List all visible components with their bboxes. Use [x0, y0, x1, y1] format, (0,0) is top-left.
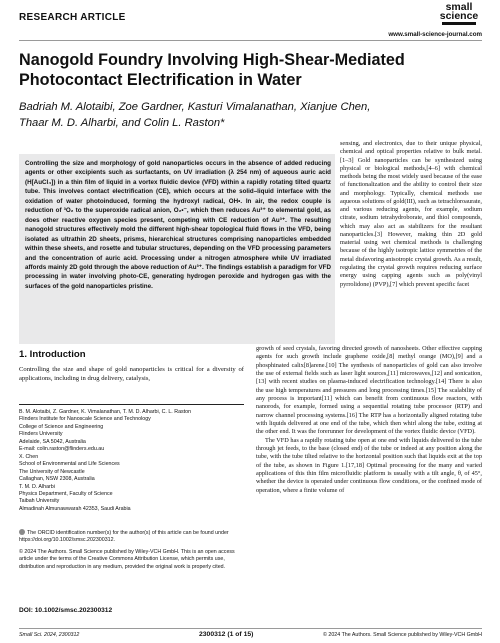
body-paragraph-1: growth of seed crystals, favoring directed growth of nanosheets. Other effective capping agents for such growth include graphene oxide,[8] methyl orange (MO),[9] and a phosphinated calix[8]arene.[10] The synthesis of nanoparticles of gold can also involve the use of external fields such as laser light sources,[11] microwaves,[12] and sonication,[13] with recent studies on plasma-induced electrification technology.[14] There is also the use high temperatures and pressures and long processing times.[15] The scalability of any process is important[11] which can benefit from continuous flow reactors, with nanorods, for example, formed using a sequential rotating tube processor (RTP) and narrow channel processing systems.[16] The RTP has a horizontally aligned rotating tube with liquids delivered at one end of the tube, which then whirl along the tube, exiting at the other end. It was the forerunner for development of the vortex fluidic device (VFD).	[256, 345, 482, 436]
author-line-2: Thaar M. D. Alharbi, and Colin L. Raston*	[19, 117, 225, 129]
orcid-note-text: The ORCID identification number(s) for the author(s) of this article can be found under https://doi.org/10.1002/smsc.202300312.	[19, 530, 229, 544]
affiliation-line: B. M. Alotaibi, Z. Gardner, K. Vimalanathan, T. M. D. Alharbi, C. L. Raston	[19, 409, 192, 415]
footer-page-number: 2300312 (1 of 15)	[199, 631, 254, 638]
logo-word-science: science	[439, 10, 479, 22]
affiliation-divider	[19, 404, 244, 405]
abstract-box	[19, 154, 335, 344]
footer-divider	[19, 628, 482, 629]
affiliation-line: College of Science and Engineering	[19, 423, 104, 430]
section-heading-introduction: 1. Introduction	[19, 349, 86, 360]
affiliation-line: Flinders Institute for Nanoscale Science and Technology	[19, 416, 151, 423]
affiliation-line: School of Environmental and Life Sciences	[19, 461, 120, 468]
author-list	[19, 99, 479, 131]
orcid-icon	[19, 529, 25, 535]
license-note: © 2024 The Authors. Small Science published by Wiley-VCH GmbH. This is an open access article under the terms of the Creative Commons Attribution License, which permits use, distribution and reproduction in any medium, provided the original work is properly cited.	[19, 549, 235, 570]
affiliation-line: T. M. D. Alharbi	[19, 483, 55, 490]
author-line-1: Badriah M. Alotaibi, Zoe Gardner, Kasturi Vimalanathan, Xianjue Chen,	[19, 101, 371, 113]
logo-word-small: small	[445, 1, 473, 13]
journal-url-link[interactable]: www.small-science-journal.com	[388, 31, 482, 38]
affiliations-block	[19, 409, 244, 513]
intro-continuation-text: sensing, and electronics, due to their unique physical, chemical and optical properties relative to bulk metal.[1–3] Gold nanoparticles can be synthesized using physical or biological methods,[4–6] with chemical methods being the most widely used because of the ease of functionalization and the ability to control their size and morphology. Typically, chemical methods use aqueous solutions of gold(III), such as tetrachloroaurate, and various reducing agents, for example, sodium citrate, sodium tetrahydroborate, and thiol compounds, which may also act as stabilizers for the resultant nanoparticles.[3] However, making thin 2D gold material using wet chemical methods is challenging because of the highly isotropic lattice symmetries of the metal disfavoring anisotropic crystal growth. As a result, regulating the crystal growth requires reducing surface energy using capping agents such as poly(vinyl pyrrolidone) (PVP),[7] which prevent specific facet	[340, 140, 482, 288]
affiliation-line: Taibah University	[19, 498, 60, 505]
logo-bar	[442, 22, 476, 25]
affiliation-line: Physics Department, Faculty of Science	[19, 490, 113, 497]
journal-logo[interactable]	[436, 3, 482, 25]
affiliation-line[interactable]: E-mail: colin.raston@flinders.edu.au	[19, 446, 105, 453]
affiliation-line: Flinders University	[19, 431, 63, 438]
header-divider	[19, 40, 482, 41]
body-paragraph-2: The VFD has a rapidly rotating tube open at one end with liquids delivered to the tube through jet feeds, to the base (closed end) of the tube or indeed at any position along the tube, with the tube tilted relative to the horizontal position such that liquids exit at the top of the tube, as shown in Figure 1.[17,18] Optimal processing for the many and varied applications of this thin film microfluidic platform is usually with a tilt angle, θ, of 45°, whether the device is operated under continuous flow conditions, or the confined mode of operation, where a finite volume of	[256, 436, 482, 494]
intro-paragraph: Controlling the size and shape of gold nanoparticles is critical for a diversity of applications, including in drug delivery, catalysis,	[19, 366, 244, 382]
affiliation-line: The University of Newcastle	[19, 468, 85, 475]
orcid-note	[19, 529, 244, 545]
affiliation-line: X. Chen	[19, 453, 39, 460]
body-column-right	[256, 345, 482, 495]
abstract-text: Controlling the size and morphology of gold nanoparticles occurs in the absence of added reducing agents or other excipients such as surfactants, on UV irradiation (λ 254 nm) of aqueous auric acid (H[AuCl₄]) in a thin film of liquid in a vortex fluidic device (VFD) within a rapidly rotating tilted quartz tube. This involves contact electrification (CE), which occurs at the solid–liquid interface with the oxidation of water photoinduced, forming the hydroxyl radical, OH•. In air, the redox couple is reduction of ³O₂ to the superoxide radical anion, O₂•⁻, which then reduces Au³⁺ to elemental gold, as does other reactive oxygen species present, competing with CE reduction of Au³⁺. The resulting nanogold structures effectively mold the different high-shear topological fluid flows in the VFD, being isolated as ultrathin 2D sheets, prisms, hierarchical structures comprising nanoparticles embedded within these sheets, and rosette and tubular structures, depending on the VFD processing parameters and the concentration of auric acid. Processing under a nitrogen atmosphere while UV irradiated affords mainly 2D gold through the above reduction of Au³⁺. The findings establish a paradigm for VFD processing in water involving photo-CE, generating hydrogen peroxide and hydrogen gas with the surfaces of the gold nanoparticles pristine.	[25, 160, 331, 290]
affiliation-line: Adelaide, SA 5042, Australia	[19, 438, 86, 445]
footer-citation: Small Sci. 2024, 2300312	[19, 632, 80, 638]
doi-link[interactable]: DOI: 10.1002/smsc.202300312	[19, 607, 113, 614]
affiliation-line: Callaghan, NSW 2308, Australia	[19, 476, 95, 483]
section-label: RESEARCH ARTICLE	[19, 12, 126, 23]
footer-copyright: © 2024 The Authors. Small Science published by Wiley-VCH GmbH	[323, 632, 482, 638]
affiliation-line: Almadinah Almunawwarah 42353, Saudi Arabia	[19, 505, 131, 512]
article-title: Nanogold Foundry Involving High-Shear-Mediated Photocontact Electrification in Water	[19, 51, 405, 89]
